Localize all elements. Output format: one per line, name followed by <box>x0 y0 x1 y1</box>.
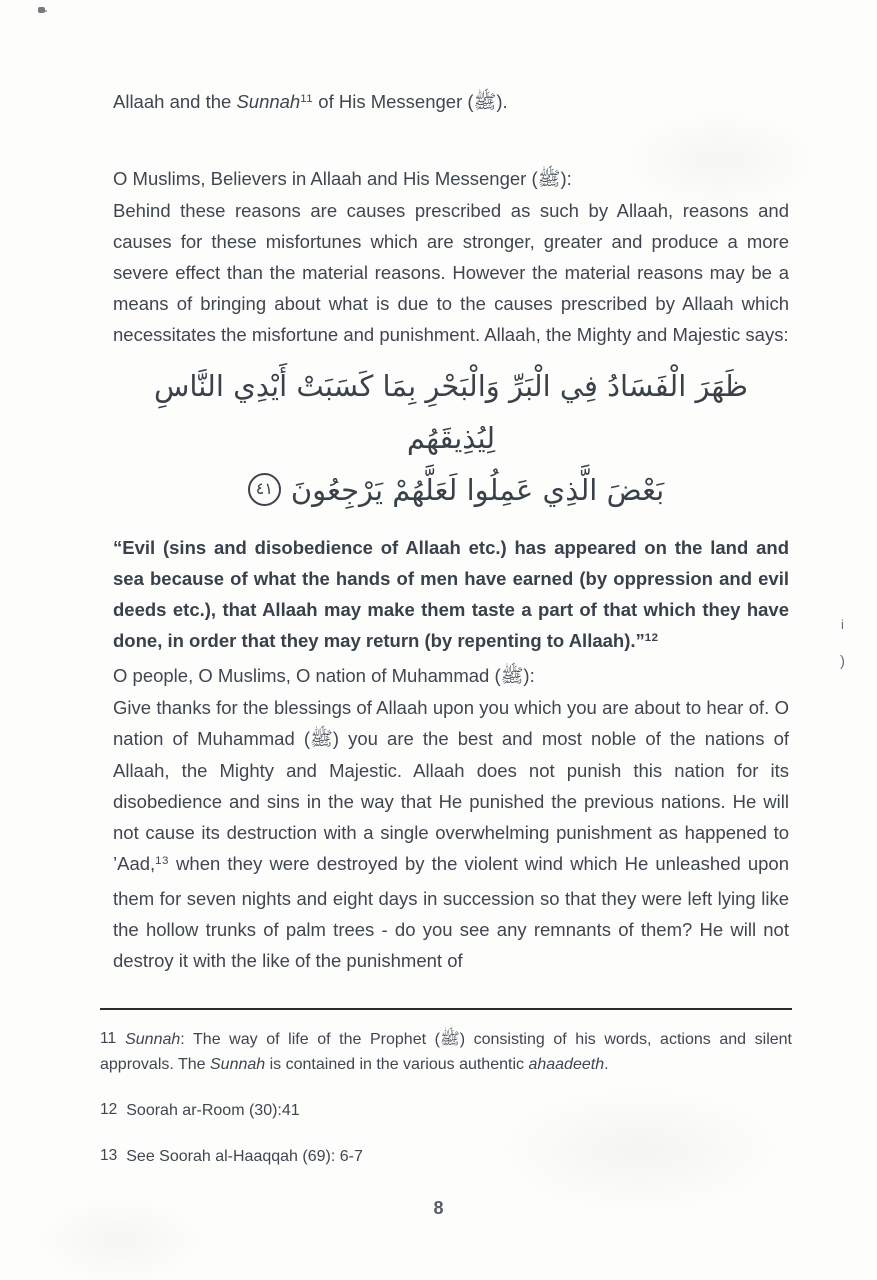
text-segment: See Soorah al-Haaqqah (69): 6-7 <box>126 1148 363 1165</box>
text-segment: . <box>604 1056 609 1073</box>
text-segment: when they were destroyed by the violent wind which He unleashed upon them for seven nights and eight days in succession so that they were left lying like the hollow trunks of palm trees - do you see any remnants of them? He will not destroy it with the like of the punishment of <box>113 853 795 971</box>
page-number: 8 <box>433 1198 444 1218</box>
footnote-text <box>100 1031 796 1073</box>
text-segment: O Muslims, Believers in Allaah and His Messenger ( <box>113 168 538 189</box>
footnote-marker: 12 <box>100 1101 118 1118</box>
scan-artifact: ) <box>840 653 845 670</box>
footnote-reference: 11 <box>300 93 314 106</box>
salawat-symbol: ﷺ <box>537 168 561 190</box>
salawat-symbol: ﷺ <box>439 1029 460 1048</box>
text-segment: O people, O Muslims, O nation of Muhammad ( <box>113 665 501 686</box>
text-segment: ) consisting of his words, actions and silent approvals. The <box>100 1031 797 1073</box>
text-segment: Sunnah <box>236 91 301 112</box>
text-segment: Sunnah <box>125 1031 181 1048</box>
footnote-marker: 11 <box>100 1030 117 1047</box>
footnote-item <box>100 1144 792 1169</box>
text-segment: Soorah ar-Room (30):41 <box>126 1102 300 1119</box>
paragraph-causes <box>113 163 795 350</box>
text-segment: ) you are the best and most noble of the nations of Allaah, the Mighty and Majestic. Allaah does not punish this nation for its disobedience and sins in the way that He punished the previous nations. He will not cause its destruction with a single overwhelming punishment as happened to ’Aad, <box>113 728 795 874</box>
text-segment: Behind these reasons are causes prescribed as such by Allaah, reasons and causes for these misfortunes which are stronger, greater and produce a more severe effect than the material reasons. However the material reasons may be a means of bringing about what is due to the causes prescribed by Allaah which necessitates the misfortune and punishment. Allaah, the Mighty and Majestic says: <box>113 200 795 345</box>
text-segment: ). <box>496 91 508 112</box>
verse-translation <box>113 532 795 660</box>
footnote-reference: 13 <box>155 855 169 868</box>
text-segment: ): <box>560 168 572 189</box>
paragraph-nation-of-muhammad <box>113 660 795 976</box>
opening-line <box>113 86 789 121</box>
text-segment: Sunnah <box>210 1056 266 1073</box>
text-segment: is contained in the various authentic <box>265 1056 529 1073</box>
salawat-symbol: ﷺ <box>473 91 497 113</box>
quran-verse-line-2 <box>113 464 789 516</box>
text-segment: of His Messenger ( <box>313 91 474 112</box>
footnote-marker: 13 <box>100 1147 118 1164</box>
text-segment: Give thanks for the blessings of Allaah upon you which you are about to hear of. O nation of Muhammad ( <box>113 697 795 749</box>
quran-verse-line-2-text: بَعْضَ الَّذِي عَمِلُوا لَعَلَّهُمْ يَرْجِعُونَ <box>290 473 665 507</box>
text-segment: Allaah and the <box>113 91 237 112</box>
footnote-section <box>100 1008 797 1190</box>
quran-verse-line-1: ظَهَرَ الْفَسَادُ فِي الْبَرِّ وَالْبَحْرِ بِمَا كَسَبَتْ أَيْدِي النَّاسِ لِيُذِيقَهُم <box>154 369 748 455</box>
text-segment: ahaadeeth <box>528 1056 605 1073</box>
text-segment: “Evil (sins and disobedience of Allaah etc.) has appeared on the land and sea because of what the hands of men have earned (by oppression and evil deeds etc.), that Allaah may make them taste a part of that which they have done, in order that they may return (by repenting to Allaah).” <box>113 537 795 651</box>
text-segment: : The way of life of the Prophet ( <box>180 1031 440 1048</box>
quran-verse-arabic <box>113 360 789 516</box>
footnote-divider <box>100 1008 792 1010</box>
page-content <box>113 86 795 976</box>
footnote-text <box>126 1102 299 1119</box>
salawat-symbol: ﷺ <box>500 665 524 687</box>
footnote-item <box>100 1026 797 1077</box>
ayah-number-marker: ٤١ <box>248 473 281 506</box>
scan-artifact <box>38 7 45 13</box>
footnote-reference: 12 <box>644 632 659 645</box>
scan-artifact: i <box>841 617 844 632</box>
footnote-text <box>126 1148 363 1165</box>
text-segment: ): <box>523 665 535 686</box>
footnote-item <box>100 1098 792 1123</box>
salawat-symbol: ﷺ <box>310 728 333 750</box>
